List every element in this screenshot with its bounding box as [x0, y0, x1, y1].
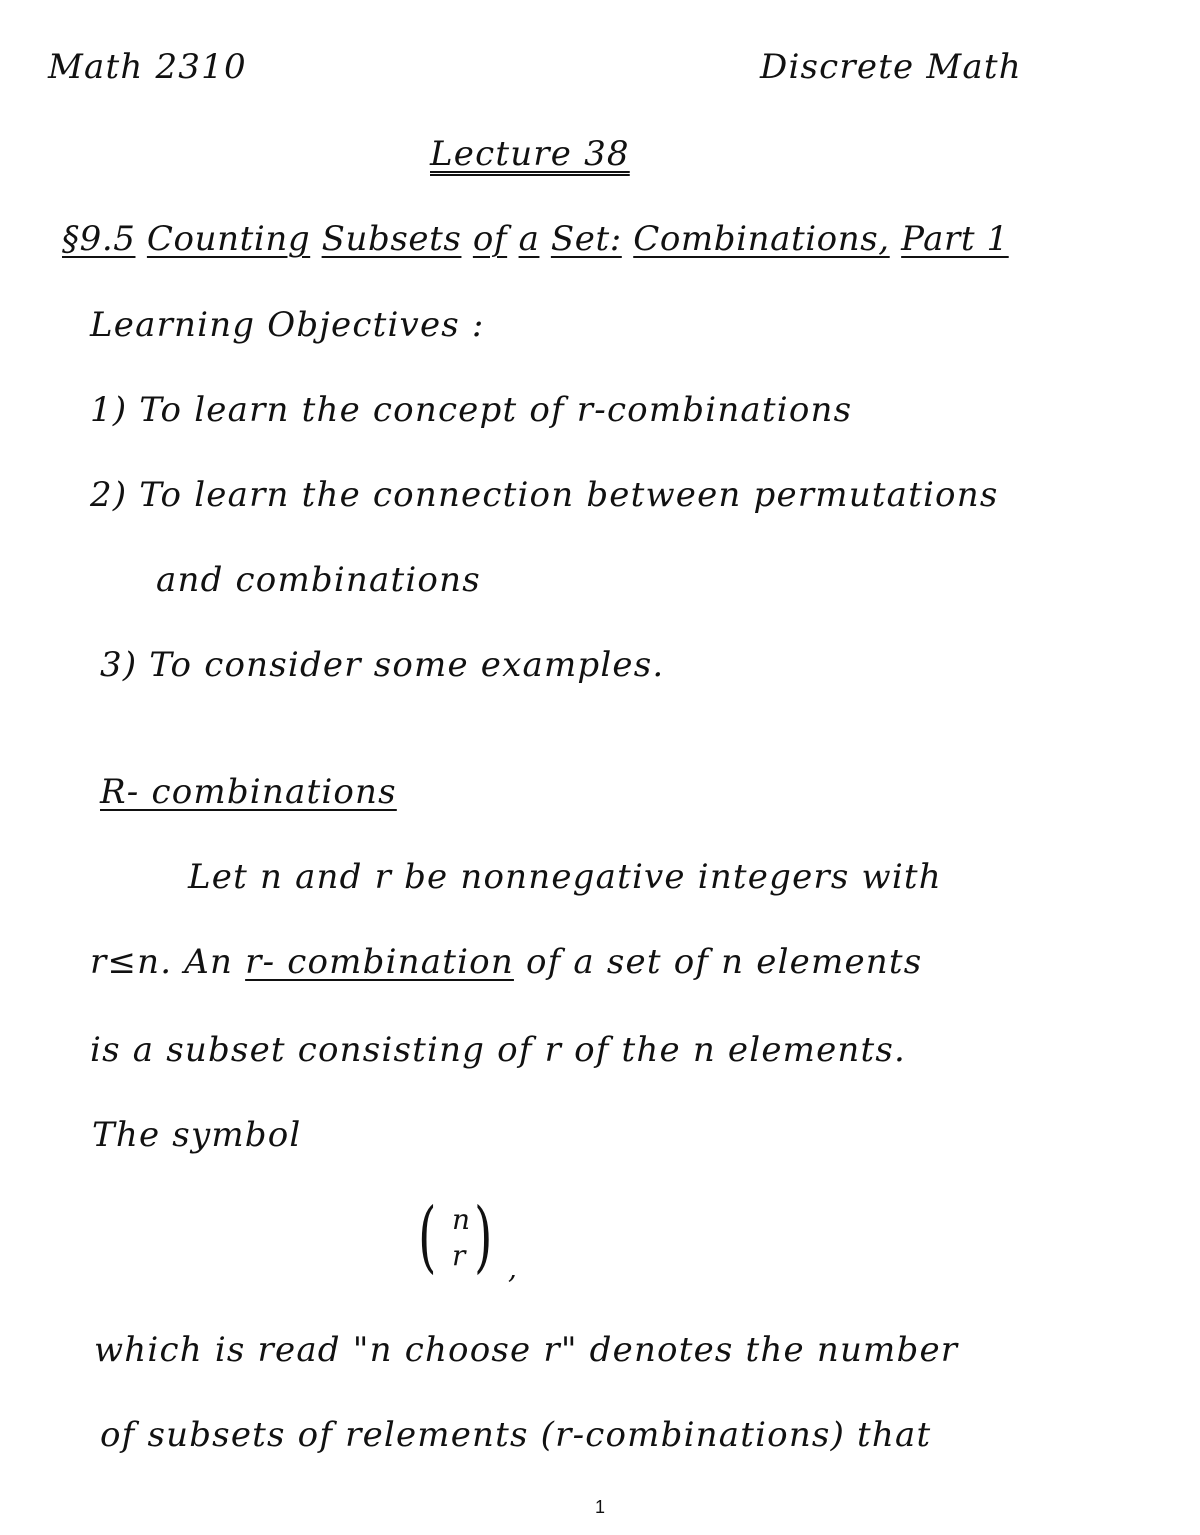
definition-line: is a subset consisting of r of the n elements.	[90, 1030, 907, 1070]
explanation-line: of subsets of relements (r-combinations) that	[100, 1415, 932, 1455]
explanation-line: which is read "n choose r" denotes the number	[94, 1330, 959, 1370]
binomial-bottom: r	[452, 1239, 466, 1272]
page-number: 1	[594, 1497, 605, 1517]
left-paren: (	[418, 1192, 437, 1282]
section-title-word: Subsets	[321, 219, 462, 259]
section-title-word: Combinations,	[633, 219, 890, 259]
course-code: Math 2310	[48, 47, 247, 87]
definition-text: r≤n. An	[90, 942, 246, 982]
section-title-word: Counting	[146, 219, 311, 259]
objectives-heading: Learning Objectives :	[90, 305, 485, 345]
definition-term: r- combination	[245, 942, 514, 982]
objective-item: 3) To consider some examples.	[100, 645, 665, 685]
objective-item: 2) To learn the connection between permutations	[90, 475, 999, 515]
section-number: §9.5	[62, 219, 136, 259]
objective-item-continuation: and combinations	[156, 560, 481, 600]
subsection-heading: R- combinations	[100, 772, 397, 812]
section-heading	[62, 219, 1009, 259]
section-title-word: Part 1	[901, 219, 1009, 259]
definition-line: Let n and r be nonnegative integers with	[188, 857, 942, 897]
definition-line	[90, 942, 923, 982]
right-paren: )	[474, 1192, 493, 1282]
binomial-symbol	[412, 1192, 532, 1288]
objective-item: 1) To learn the concept of r-combinations	[90, 390, 853, 430]
definition-line: The symbol	[92, 1115, 302, 1155]
definition-text: of a set of n elements	[513, 942, 923, 982]
course-subject: Discrete Math	[760, 47, 1022, 87]
binomial-comma: ,	[508, 1252, 517, 1285]
lecture-title: Lecture 38	[430, 134, 630, 174]
binomial-top: n	[452, 1203, 471, 1236]
section-title-word: of	[472, 219, 508, 259]
section-title-word: a	[518, 219, 540, 259]
section-title-word: Set:	[550, 219, 622, 259]
